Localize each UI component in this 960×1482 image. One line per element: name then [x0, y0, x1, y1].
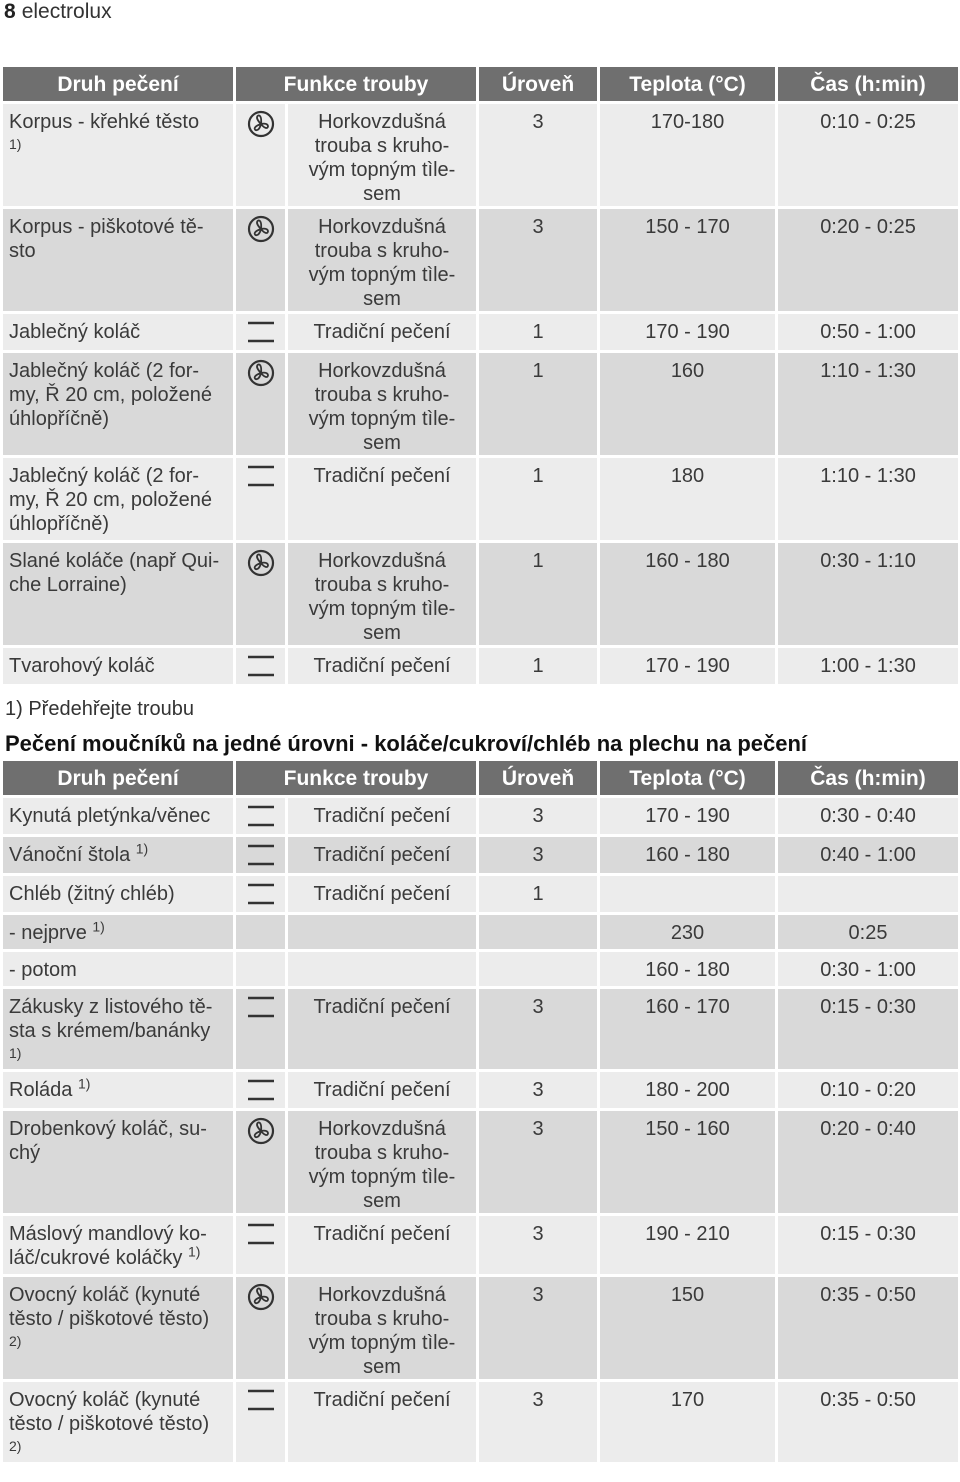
cell-function-icon — [236, 1111, 288, 1216]
cell-oven-function — [288, 648, 479, 687]
cell-function-icon — [236, 989, 288, 1072]
table-row — [3, 1111, 958, 1216]
baking-type-line: Jablečný koláč (2 for- — [9, 465, 200, 487]
col-header-temperature: Teplota (°C) — [600, 67, 778, 104]
baking-type-text: - potom — [9, 959, 77, 981]
cell-time: 1:10 - 1:30 — [778, 353, 958, 458]
footnote-ref: 1) — [92, 918, 105, 935]
cell-temperature: 170 - 190 — [600, 798, 778, 837]
table-row — [3, 209, 958, 314]
conventional-heat-icon — [246, 1395, 276, 1417]
cell-time: 1:10 - 1:30 — [778, 458, 958, 543]
section-title: Pečení moučníků na jedné úrovni - koláče/cukroví/chléb na plechu na pečení — [5, 731, 808, 756]
cell-temperature: 180 — [600, 458, 778, 543]
baking-type-line: Ovocný koláč (kynuté — [9, 1389, 201, 1411]
footnote-ref: 2) — [9, 1333, 22, 1349]
baking-type-line: Korpus - piškotové tě- — [9, 216, 204, 238]
cell-oven-function — [288, 1111, 479, 1216]
cell-temperature: 160 - 180 — [600, 837, 778, 876]
baking-table-1 — [3, 67, 958, 687]
col-header-oven-function: Funkce trouby — [236, 761, 479, 798]
cell-baking-type — [3, 543, 236, 648]
cell-temperature: 160 - 170 — [600, 989, 778, 1072]
cell-baking-type — [3, 1277, 236, 1382]
cell-function-icon — [236, 1382, 288, 1465]
cell-temperature: 190 - 210 — [600, 1216, 778, 1277]
cell-temperature: 230 — [600, 915, 778, 952]
table-row — [3, 798, 958, 837]
oven-function-line: trouba s kruho- — [314, 384, 450, 406]
table-row — [3, 989, 958, 1072]
page-number: 8 — [4, 0, 16, 23]
baking-type-text: Tvarohový koláč — [9, 655, 155, 677]
cell-function-icon — [236, 876, 288, 915]
cell-baking-type — [3, 1111, 236, 1216]
baking-type-line: che Lorraine) — [9, 574, 127, 596]
cell-baking-type — [3, 952, 236, 989]
baking-type-line: těsto / piškotové těsto) — [9, 1308, 210, 1330]
cell-temperature: 170 - 190 — [600, 648, 778, 687]
baking-type-line: Slané koláče (např Qui- — [9, 550, 220, 572]
oven-function-line: Tradiční pečení — [313, 465, 451, 487]
oven-function-line: Tradiční pečení — [313, 655, 451, 677]
cell-level — [479, 915, 600, 952]
oven-function-line: sem — [363, 1190, 401, 1212]
baking-type-text: Korpus - křehké těsto — [9, 111, 200, 133]
col-header-time: Čas (h:min) — [778, 67, 958, 104]
page-header — [4, 0, 112, 26]
fan-icon — [247, 370, 275, 392]
baking-type-line: sta s krémem/banánky — [9, 1020, 211, 1042]
baking-type-line: úhlopříčně) — [9, 408, 110, 430]
cell-time: 0:30 - 1:00 — [778, 952, 958, 989]
oven-function-line: trouba s kruho- — [314, 135, 450, 157]
conventional-heat-icon — [246, 327, 276, 349]
cell-time: 0:20 - 0:40 — [778, 1111, 958, 1216]
cell-baking-type — [3, 837, 236, 876]
cell-level: 1 — [479, 458, 600, 543]
cell-time: 0:30 - 0:40 — [778, 798, 958, 837]
col-header-baking-type: Druh pečení — [3, 67, 236, 104]
cell-baking-type — [3, 989, 236, 1072]
cell-level: 1 — [479, 876, 600, 915]
oven-function-line: Tradiční pečení — [313, 883, 451, 905]
table-row — [3, 952, 958, 989]
cell-function-icon — [236, 648, 288, 687]
oven-function-line: Tradiční pečení — [313, 1223, 451, 1245]
cell-baking-type — [3, 798, 236, 837]
cell-oven-function — [288, 952, 479, 989]
cell-oven-function — [288, 104, 479, 209]
cell-time: 1:00 - 1:30 — [778, 648, 958, 687]
table-row — [3, 837, 958, 876]
cell-oven-function — [288, 876, 479, 915]
cell-function-icon — [236, 209, 288, 314]
baking-type-line: my, Ř 20 cm, položené — [9, 489, 213, 511]
footnote: 1) Předehřejte troubu — [5, 698, 195, 720]
fan-icon — [247, 1128, 275, 1150]
oven-function-line: trouba s kruho- — [314, 240, 450, 262]
col-header-baking-type: Druh pečení — [3, 761, 236, 798]
oven-function-line: vým topným tìle- — [308, 1166, 456, 1188]
cell-time: 0:35 - 0:50 — [778, 1277, 958, 1382]
cell-time: 0:35 - 0:50 — [778, 1382, 958, 1465]
baking-type-line: Máslový mandlový ko- — [9, 1223, 207, 1245]
cell-time: 0:20 - 0:25 — [778, 209, 958, 314]
cell-level: 3 — [479, 837, 600, 876]
cell-oven-function — [288, 915, 479, 952]
cell-level: 3 — [479, 1111, 600, 1216]
cell-time: 0:40 - 1:00 — [778, 837, 958, 876]
cell-level: 3 — [479, 798, 600, 837]
cell-temperature: 150 - 160 — [600, 1111, 778, 1216]
cell-baking-type — [3, 1382, 236, 1465]
cell-function-icon — [236, 798, 288, 837]
baking-type-text: Vánoční štola — [9, 844, 131, 866]
cell-oven-function — [288, 353, 479, 458]
oven-function-line: sem — [363, 622, 401, 644]
cell-level: 3 — [479, 209, 600, 314]
oven-function-line: sem — [363, 183, 401, 205]
conventional-heat-icon — [246, 1229, 276, 1251]
baking-type-line: Zákusky z listového tě- — [9, 996, 213, 1018]
conventional-heat-icon — [246, 850, 276, 872]
oven-function-line: vým topným tìle- — [308, 408, 456, 430]
col-header-oven-function: Funkce trouby — [236, 67, 479, 104]
cell-function-icon — [236, 1216, 288, 1277]
baking-type-line: láč/cukrové koláčky — [9, 1247, 183, 1269]
oven-function-line: sem — [363, 432, 401, 454]
baking-type-text: Kynutá pletýnka/věnec — [9, 805, 211, 827]
fan-icon — [247, 121, 275, 143]
cell-temperature: 150 - 170 — [600, 209, 778, 314]
cell-baking-type — [3, 1216, 236, 1277]
cell-level: 3 — [479, 1072, 600, 1111]
cell-function-icon — [236, 104, 288, 209]
oven-function-line: Horkovzdušná — [318, 1284, 446, 1306]
fan-icon — [247, 560, 275, 582]
cell-oven-function — [288, 1072, 479, 1111]
cell-level — [479, 952, 600, 989]
cell-level: 1 — [479, 648, 600, 687]
table-row — [3, 1277, 958, 1382]
cell-level: 1 — [479, 353, 600, 458]
baking-type-line: Jablečný koláč (2 for- — [9, 360, 200, 382]
table-row — [3, 314, 958, 353]
cell-time — [778, 876, 958, 915]
cell-level: 1 — [479, 543, 600, 648]
conventional-heat-icon — [246, 811, 276, 833]
cell-time: 0:30 - 1:10 — [778, 543, 958, 648]
cell-level: 3 — [479, 104, 600, 209]
table-row — [3, 915, 958, 952]
cell-level: 3 — [479, 1382, 600, 1465]
cell-temperature: 180 - 200 — [600, 1072, 778, 1111]
oven-function-line: vým topným tìle- — [308, 598, 456, 620]
cell-oven-function — [288, 798, 479, 837]
cell-temperature: 170-180 — [600, 104, 778, 209]
baking-type-text: Roláda — [9, 1079, 73, 1101]
cell-function-icon — [236, 314, 288, 353]
oven-function-line: sem — [363, 1356, 401, 1378]
cell-oven-function — [288, 837, 479, 876]
baking-type-line: Ovocný koláč (kynuté — [9, 1284, 201, 1306]
table-row — [3, 1072, 958, 1111]
cell-oven-function — [288, 543, 479, 648]
cell-baking-type — [3, 876, 236, 915]
oven-function-line: vým topným tìle- — [308, 1332, 456, 1354]
oven-function-line: Tradiční pečení — [313, 844, 451, 866]
footnote-ref: 1) — [187, 1243, 201, 1260]
cell-temperature: 170 — [600, 1382, 778, 1465]
baking-type-text: - nejprve — [9, 922, 87, 944]
cell-time: 0:10 - 0:25 — [778, 104, 958, 209]
baking-type-text: Chléb (žitný chléb) — [9, 883, 175, 905]
cell-function-icon — [236, 915, 288, 952]
table-row — [3, 353, 958, 458]
table-row — [3, 543, 958, 648]
fan-icon — [247, 226, 275, 248]
cell-time: 0:15 - 0:30 — [778, 989, 958, 1072]
conventional-heat-icon — [246, 889, 276, 911]
oven-function-line: Tradiční pečení — [313, 805, 451, 827]
baking-table-2 — [3, 761, 958, 1465]
conventional-heat-icon — [246, 1085, 276, 1107]
cell-oven-function — [288, 209, 479, 314]
conventional-heat-icon — [246, 661, 276, 683]
oven-function-line: Tradiční pečení — [313, 321, 451, 343]
oven-function-line: trouba s kruho- — [314, 574, 450, 596]
cell-temperature: 160 - 180 — [600, 952, 778, 989]
cell-baking-type — [3, 104, 236, 209]
conventional-heat-icon — [246, 1002, 276, 1024]
cell-time: 0:10 - 0:20 — [778, 1072, 958, 1111]
footnote-ref: 1) — [77, 1075, 91, 1092]
cell-baking-type — [3, 314, 236, 353]
footnote-ref: 2) — [9, 1438, 22, 1454]
baking-type-line: chý — [9, 1142, 41, 1164]
cell-time: 0:25 — [778, 915, 958, 952]
fan-icon — [247, 1294, 275, 1316]
cell-baking-type — [3, 1072, 236, 1111]
oven-function-line: Horkovzdušná — [318, 360, 446, 382]
cell-oven-function — [288, 1216, 479, 1277]
baking-type-line: úhlopříčně) — [9, 513, 110, 535]
cell-baking-type — [3, 209, 236, 314]
cell-function-icon — [236, 952, 288, 989]
oven-function-line: Tradiční pečení — [313, 1079, 451, 1101]
baking-type-line: my, Ř 20 cm, položené — [9, 384, 213, 406]
table-row — [3, 104, 958, 209]
oven-function-line: trouba s kruho- — [314, 1308, 450, 1330]
oven-function-line: Horkovzdušná — [318, 1118, 446, 1140]
oven-function-line: vým topným tìle- — [308, 159, 456, 181]
col-header-temperature: Teplota (°C) — [600, 761, 778, 798]
cell-temperature: 160 - 180 — [600, 543, 778, 648]
cell-function-icon — [236, 543, 288, 648]
brand-name: electrolux — [21, 0, 112, 23]
cell-temperature: 160 — [600, 353, 778, 458]
cell-baking-type — [3, 915, 236, 952]
footnote-ref: 1) — [9, 136, 22, 152]
table-row — [3, 458, 958, 543]
oven-function-line: vým topným tìle- — [308, 264, 456, 286]
cell-oven-function — [288, 1277, 479, 1382]
oven-function-line: Horkovzdušná — [318, 216, 446, 238]
cell-level: 3 — [479, 1277, 600, 1382]
baking-type-text: Jablečný koláč — [9, 321, 141, 343]
cell-function-icon — [236, 1277, 288, 1382]
baking-type-line: těsto / piškotové těsto) — [9, 1413, 210, 1435]
baking-type-line: sto — [9, 240, 36, 262]
oven-function-line: sem — [363, 288, 401, 310]
oven-function-line: Horkovzdušná — [318, 550, 446, 572]
cell-temperature: 170 - 190 — [600, 314, 778, 353]
table-row — [3, 876, 958, 915]
col-header-level: Úroveň — [479, 761, 600, 798]
cell-function-icon — [236, 837, 288, 876]
cell-baking-type — [3, 648, 236, 687]
conventional-heat-icon — [246, 471, 276, 493]
baking-type-line: Drobenkový koláč, su- — [9, 1118, 207, 1140]
oven-function-line: Horkovzdušná — [318, 111, 446, 133]
table-header-row — [3, 67, 958, 104]
oven-function-line: Tradiční pečení — [313, 996, 451, 1018]
cell-function-icon — [236, 353, 288, 458]
cell-function-icon — [236, 458, 288, 543]
cell-level: 3 — [479, 1216, 600, 1277]
cell-baking-type — [3, 353, 236, 458]
cell-function-icon — [236, 1072, 288, 1111]
footnote-ref: 1) — [135, 840, 149, 857]
cell-temperature — [600, 876, 778, 915]
cell-oven-function — [288, 989, 479, 1072]
table-row — [3, 648, 958, 687]
cell-temperature: 150 — [600, 1277, 778, 1382]
cell-oven-function — [288, 458, 479, 543]
table-header-row — [3, 761, 958, 798]
cell-oven-function — [288, 314, 479, 353]
table-row — [3, 1382, 958, 1465]
cell-oven-function — [288, 1382, 479, 1465]
cell-level: 3 — [479, 989, 600, 1072]
col-header-time: Čas (h:min) — [778, 761, 958, 798]
cell-baking-type — [3, 458, 236, 543]
table-row — [3, 1216, 958, 1277]
col-header-level: Úroveň — [479, 67, 600, 104]
cell-time: 0:15 - 0:30 — [778, 1216, 958, 1277]
footnote-ref: 1) — [9, 1045, 22, 1061]
oven-function-line: Tradiční pečení — [313, 1389, 451, 1411]
cell-time: 0:50 - 1:00 — [778, 314, 958, 353]
cell-level: 1 — [479, 314, 600, 353]
oven-function-line: trouba s kruho- — [314, 1142, 450, 1164]
